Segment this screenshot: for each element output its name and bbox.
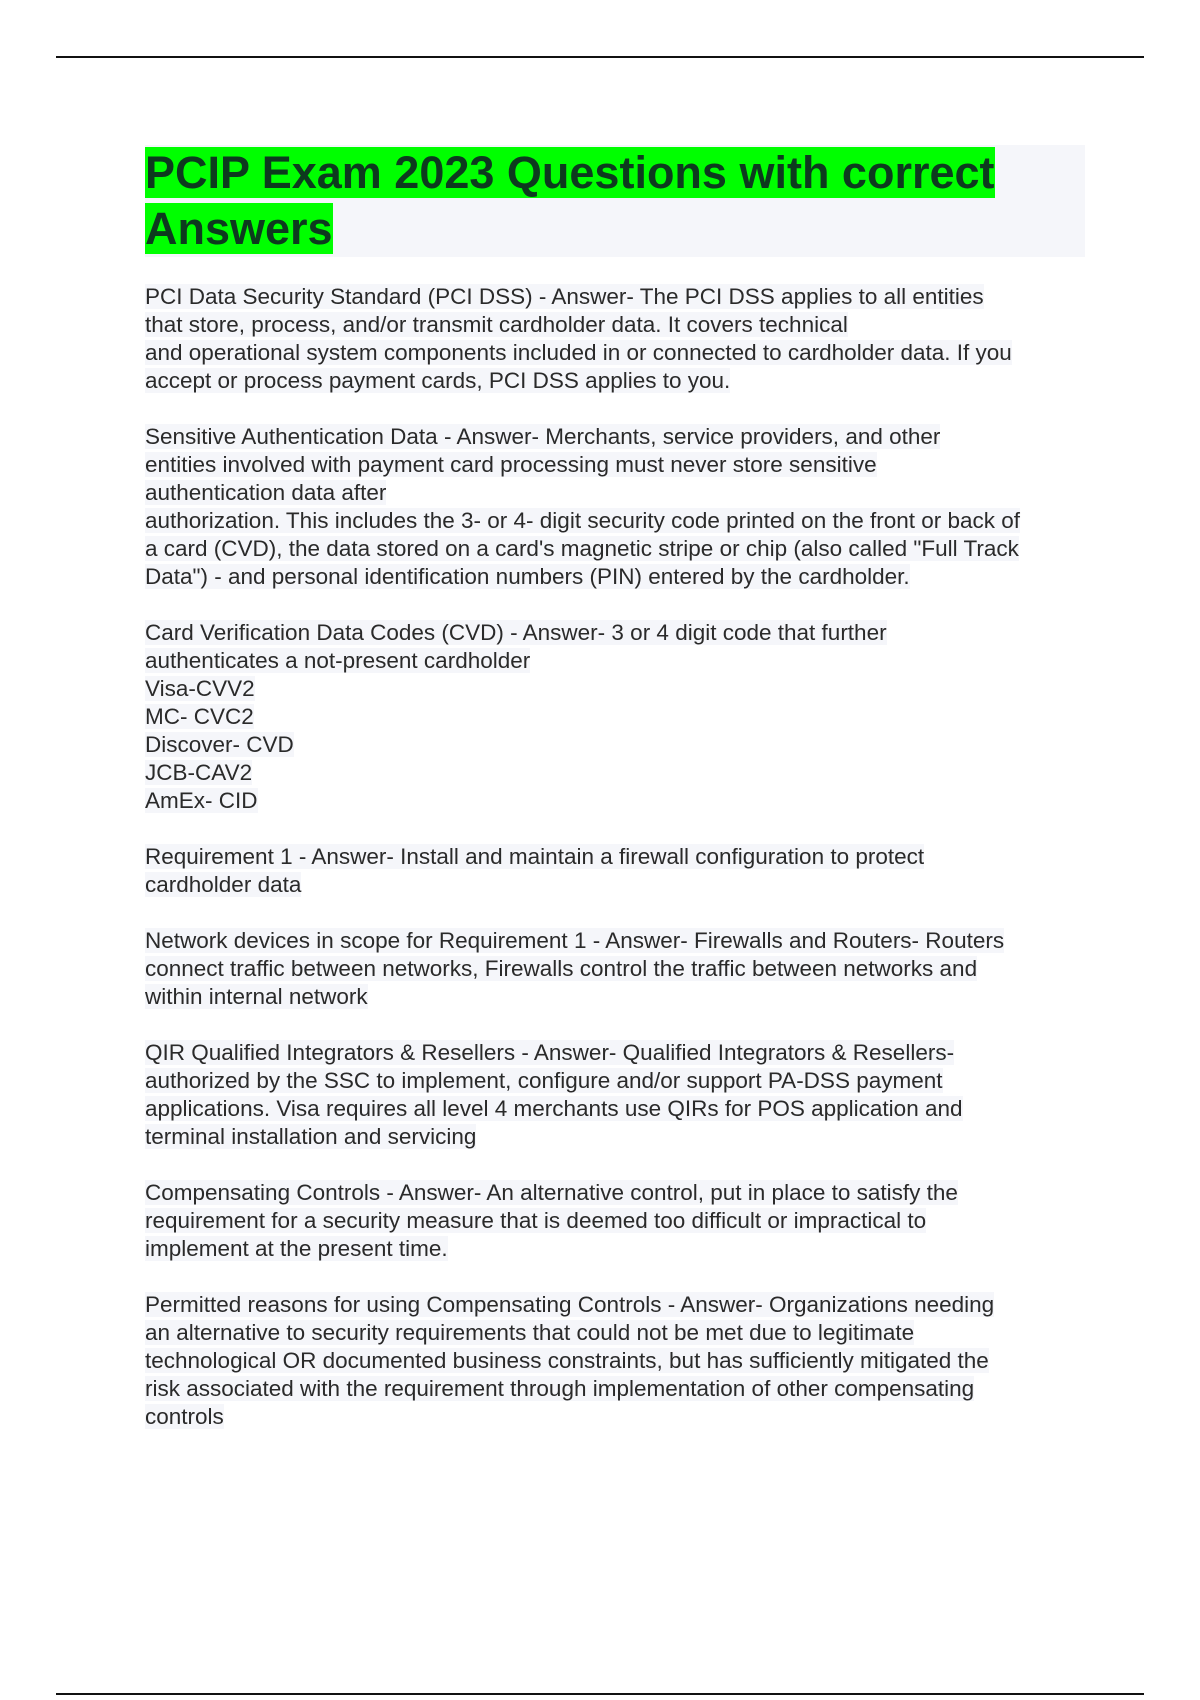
document-title xyxy=(145,145,1085,257)
qa-entry-sensitive-auth-data: Sensitive Authentication Data - Answer- Merchants, service providers, and other entities involved with payment card processing must never store sensitive authentication data after authorization. This includes the 3- or 4- digit security code printed on the front or back of a card (CVD), the data stored on a card's magnetic stripe or chip (also called "Full Track Data") - and personal identification numbers (PIN) entered by the cardholder. xyxy=(145,424,1021,589)
title-highlight: PCIP Exam 2023 Questions with correct Answers xyxy=(145,147,995,254)
title-block xyxy=(145,145,1085,257)
qa-entry-qir: QIR Qualified Integrators & Resellers - Answer- Qualified Integrators & Resellers- authorized by the SSC to implement, configure and/or support PA-DSS payment applications. Visa requires all level 4 merchants use QIRs for POS application and terminal installation and servicing xyxy=(145,1040,963,1149)
qa-entry-permitted-reasons: Permitted reasons for using Compensating Controls - Answer- Organizations needing an alternative to security requirements that could not be met due to legitimate technological OR documented business constraints, but has sufficiently mitigated the risk associated with the requirement through implementation of other compensating controls xyxy=(145,1292,995,1429)
qa-entry-compensating-controls: Compensating Controls - Answer- An alternative control, put in place to satisfy the requirement for a security measure that is deemed too difficult or impractical to implement at the present time. xyxy=(145,1180,958,1261)
qa-entry-cvd-codes: Card Verification Data Codes (CVD) - Answer- 3 or 4 digit code that further authenticates a not-present cardholder Visa-CVV2 MC- CVC2 Discover- CVD JCB-CAV2 AmEx- CID xyxy=(145,620,887,813)
qa-entry-requirement-1: Requirement 1 - Answer- Install and maintain a firewall configuration to protect cardholder data xyxy=(145,844,925,897)
qa-entry-network-devices: Network devices in scope for Requirement 1 - Answer- Firewalls and Routers- Routers connect traffic between networks, Firewalls control the traffic between networks and within internal network xyxy=(145,928,1005,1009)
footer-divider xyxy=(56,1693,1144,1695)
qa-entry-pci-dss: PCI Data Security Standard (PCI DSS) - Answer- The PCI DSS applies to all entities that store, process, and/or transmit cardholder data. It covers technical and operational system components included in or connected to cardholder data. If you accept or process payment cards, PCI DSS applies to you. xyxy=(145,284,1012,393)
header-divider xyxy=(56,56,1144,58)
document-body xyxy=(145,145,1085,1459)
